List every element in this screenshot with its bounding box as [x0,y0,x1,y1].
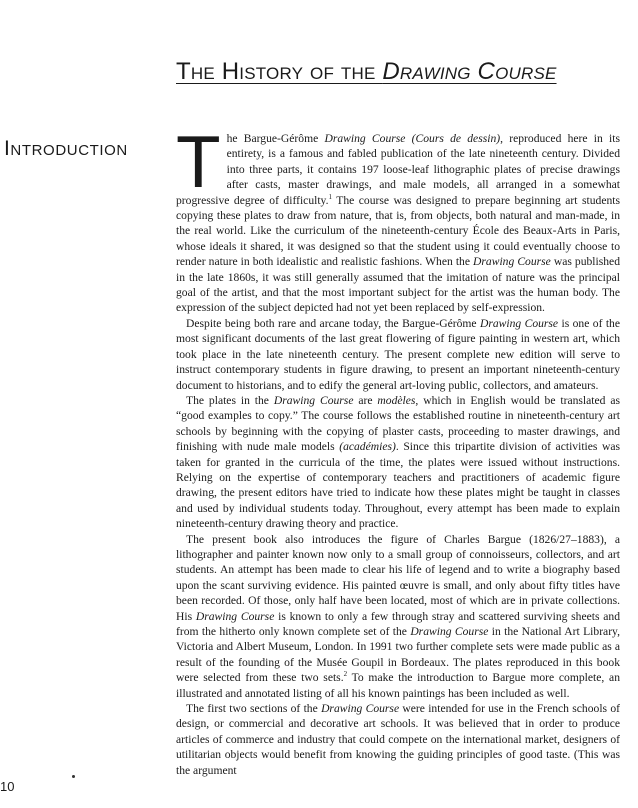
text-run: , which in English would be translated as “good examples to copy.” The course follows the established routine in nineteenth-century art schools by beginning with the copying of plaster casts, proceeding to master drawings, and finishing with nude male models [176,393,621,454]
paragraph-4 [176,532,620,701]
paragraph-content [176,533,620,700]
paragraph-content [176,394,620,530]
italic-text: modèles [377,393,416,407]
italic-text: Drawing Course [410,625,489,638]
speck-mark [72,775,75,778]
footnote-marker: 2 [343,670,348,679]
text-run: was published in the late 1860s, it was still generally assumed that the imitation of nature was the principal goal of the artist, and that the most important subject for the artist was the human body. The expression of the subject depicted had not yet been replaced by self-expression. [176,255,621,315]
italic-text: Drawing Course [479,316,559,330]
page-title-part2: Drawing Course [382,58,557,85]
footnote-marker: 1 [328,192,333,201]
body-text [176,122,621,778]
page-title [176,58,616,86]
page-title-part1: The History of the [176,58,383,85]
italic-text: Drawing Course [195,609,275,623]
paragraph-1 [176,122,621,316]
text-run: The present book also introduces the figure of Charles Bargue (1826/27–1883), a lithographer and painter known now only to a small group of connoisseurs, collectors, and art students. An attempt has been made to clear his life of legend and to write a biography based upon the scant surviving evidence. His painted œuvre is small, and only about fifty titles have been recorded. Of those, only half have been located, most of which are in private collections. His [176,532,620,623]
paragraph-content [176,702,620,777]
text-run: , reproduced here in its entirety, is a famous and fabled publication of the late nineteenth century. Divided into three parts, it contains 197 loose-leaf lithographic plates of precise drawings after casts, master drawings, and male models, all arranged in a somewhat progressive degree of difficulty. [176,132,620,207]
drop-cap: T [176,122,221,203]
text-run: are [353,393,378,407]
italic-text: Drawing Course (Cours de dessin) [324,132,501,145]
section-heading: Introduction [4,137,128,160]
paragraph-3 [176,393,620,532]
paragraph-content [176,122,621,315]
text-run: Despite being both rare and arcane today, the Bargue-Gérôme [186,316,480,330]
page-number: 10 [0,779,15,794]
italic-text: Drawing Course [273,393,354,407]
paragraph-content [176,317,620,392]
italic-text: (académies) [339,440,396,454]
text-run: The first two sections of the [186,702,322,716]
text-run: The plates in the [186,393,274,407]
text-run: in the National Art Library, Victoria and Albert Museum, London. In 1991 two further complete sets were made public as a result of the founding of the Musée Goupil in Bordeaux. The plates reproduced in this book were selected from these two sets. [176,625,621,685]
text-run: To make the introduction to Bargue more complete, an illustrated and annotated listing of all his known paintings has been included as well. [176,671,620,700]
text-run: . Since this tripartite division of activities was taken for granted in the curricula of the time, the plates were issued without instructions. Relying on the expertise of contemporary teachers and practitioners of academic figure drawing, the present editors have tried to indicate how these plates might be taught in classes and used by individual students today. Throughout, every attempt has been made to explain nineteenth-century drawing theory and practice. [176,440,621,531]
text-run: he Bargue-Gérôme [226,132,325,145]
text-run: is one of the most significant documents of the last great flowering of figure painting in western art, which took place in the late nineteenth century. The present complete new edition will serve to instruct contemporary students in figure drawing, to present an important nineteenth-century document to historians, and to edify the general art-loving public, collectors, and amateurs. [176,316,621,392]
italic-text: Drawing Course [473,255,551,269]
italic-text: Drawing Course [321,702,400,716]
paragraph-5 [176,701,620,778]
paragraph-2 [176,316,620,393]
text-run: is known to only a few through stray and scattered surviving sheets and from the hitherto only known complete set of the [176,609,620,638]
text-run: were intended for use in the French schools of design, or commercial and decorative art schools. It was believed that in order to produce articles of commerce and industry that could compete on the international market, designers of utilitarian objects would benefit from knowing the guiding principles of good taste. (This was the argument [176,702,621,777]
text-run: The course was designed to prepare beginning art students copying these plates to draw from nature, that is, from objects, both natural and man-made, in the real world. Like the curriculum of the nineteenth-century École des Beaux-Arts in Paris, whose ideals it shared, it was designed so that the student using it could eventually choose to render nature in both idealistic and realistic fashions. When the [176,193,620,269]
